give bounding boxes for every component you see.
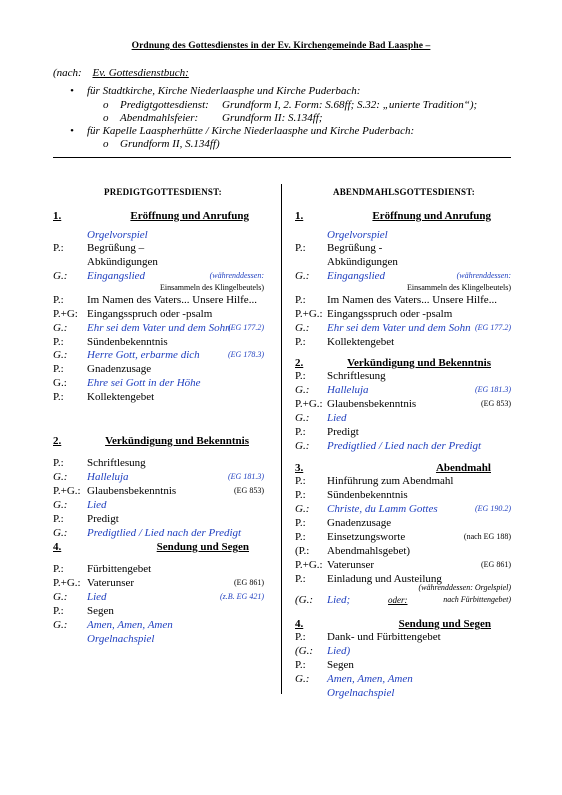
- speaker-label: P.:: [53, 336, 64, 348]
- item-text: Eingangsspruch oder -psalm: [327, 308, 453, 320]
- item-text: Kollektengebet: [87, 391, 155, 403]
- speaker-label: G.:: [295, 412, 310, 424]
- speaker-label: P.:: [53, 294, 64, 306]
- item-text: Orgelvorspiel: [327, 229, 388, 241]
- section-title: Sendung und Segen: [156, 541, 249, 553]
- left-list-item: [53, 293, 264, 307]
- speaker-label: G.:: [295, 270, 310, 282]
- left-list-item: [53, 484, 264, 498]
- left-list-item: [53, 241, 264, 255]
- item-text: Gnadenzusage: [327, 517, 392, 529]
- bullet-text: für Stadtkirche, Kirche Niederlaasphe und Kirche Puderbach:: [87, 85, 361, 97]
- item-text: Abendmahlsgebet): [327, 545, 411, 557]
- item-note: (EG 181.3): [228, 472, 264, 481]
- speaker-label: P.+G.:: [295, 559, 323, 571]
- item-text: Schriftlesung: [327, 370, 386, 382]
- speaker-label: P.:: [295, 531, 306, 543]
- left-list-item: [53, 470, 264, 484]
- left-list-item: [53, 498, 264, 512]
- item-text: Ehr sei dem Vater und dem Sohn: [87, 322, 231, 334]
- item-note-continued: (währenddessen: Orgelspiel): [418, 583, 511, 592]
- item-note: (nach EG 188): [463, 532, 511, 541]
- item-text: Schriftlesung: [87, 457, 146, 469]
- item-note: (z.B. EG 421): [220, 592, 264, 601]
- speaker-label: P.:: [295, 659, 306, 671]
- item-text: Einsetzungsworte: [327, 531, 406, 543]
- item-text: Begrüßung -: [327, 242, 383, 254]
- bullet-dot-icon: •: [70, 85, 74, 97]
- item-note: (EG 177.2): [475, 323, 511, 332]
- intro-prefix: (nach:: [53, 67, 82, 79]
- left-section-1-heading: 1. Eröffnung und Anrufung: [53, 210, 249, 222]
- item-text: Abkündigungen: [87, 256, 158, 268]
- right-list-item: [295, 658, 511, 672]
- speaker-label: P.+G:: [53, 308, 78, 320]
- speaker-label: G.:: [295, 322, 310, 334]
- speaker-label: P.+G.:: [53, 485, 81, 497]
- left-list-item: [53, 376, 264, 390]
- speaker-label: G.:: [53, 471, 68, 483]
- right-list-item: [295, 544, 511, 558]
- item-text: Predigtlied / Lied nach der Predigt: [327, 440, 482, 452]
- speaker-label: P.:: [53, 391, 64, 403]
- item-text: Abkündigungen: [327, 256, 398, 268]
- right-list-item: [295, 530, 511, 544]
- item-text: oder:: [388, 595, 408, 605]
- section-title: Verkündigung und Bekenntnis: [105, 435, 249, 447]
- speaker-label: P.:: [53, 457, 64, 469]
- section-number: 2.: [53, 435, 62, 447]
- section-number: 3.: [295, 462, 304, 474]
- item-note: (währenddessen:: [456, 271, 511, 280]
- left-list-item: [53, 228, 264, 242]
- speaker-label: P.:: [295, 242, 306, 254]
- speaker-label: P.:: [295, 573, 306, 585]
- right-list-item: [295, 516, 511, 530]
- speaker-label: P.:: [295, 426, 306, 438]
- column-divider: [281, 184, 282, 694]
- section-number: 2.: [295, 357, 304, 369]
- item-note: (EG 861): [481, 560, 511, 569]
- intro-line: [53, 67, 189, 79]
- item-note: (währenddessen:: [209, 271, 264, 280]
- speaker-label: P.:: [295, 370, 306, 382]
- speaker-label: P.:: [53, 563, 64, 575]
- left-list-item: [53, 362, 264, 376]
- right-list-item: [295, 439, 511, 453]
- left-section-heading: [53, 541, 249, 554]
- right-list-item: [295, 335, 511, 349]
- right-list-item: [295, 425, 511, 439]
- item-text: Christe, du Lamm Gottes: [327, 503, 438, 515]
- section-title: Abendmahl: [435, 462, 491, 474]
- right-list-item: [295, 397, 511, 411]
- sub-label: Grundform II, S.134ff): [120, 138, 220, 150]
- section-title: Verkündigung und Bekenntnis: [347, 357, 491, 369]
- left-list-item: [53, 255, 264, 269]
- item-text: Halleluja: [87, 471, 129, 483]
- left-list-item: [53, 562, 264, 576]
- left-list-item: [53, 604, 264, 618]
- item-text: Lied): [327, 645, 351, 657]
- speaker-label: P.:: [295, 631, 306, 643]
- right-list-item: [295, 644, 511, 658]
- right-list-item: [295, 474, 511, 488]
- speaker-label: G.:: [53, 270, 68, 282]
- speaker-label: P.+G.:: [53, 577, 81, 589]
- speaker-label: G.:: [53, 619, 68, 631]
- item-text: Ehre sei Gott in der Höhe: [87, 377, 201, 389]
- left-list-item: [53, 390, 264, 404]
- horizontal-divider: [53, 157, 511, 158]
- item-text: Glaubensbekenntnis: [87, 485, 177, 497]
- speaker-label: G.:: [295, 384, 310, 396]
- speaker-label: G.:: [53, 527, 68, 539]
- speaker-label: P.:: [295, 294, 306, 306]
- item-note: (EG 861): [234, 578, 264, 587]
- left-list-item: [53, 618, 264, 632]
- right-column-heading: ABENDMAHLSGOTTESDIENST:: [333, 187, 475, 197]
- speaker-label: (G.:: [295, 645, 314, 657]
- speaker-label: G.:: [53, 349, 68, 361]
- item-text: Predigt: [87, 513, 119, 525]
- item-text: Orgelnachspiel: [327, 687, 395, 699]
- item-text: Sündenbekenntnis: [327, 489, 408, 501]
- item-text: Herre Gott, erbarme dich: [87, 349, 200, 361]
- speaker-label: P.:: [53, 242, 64, 254]
- speaker-label: G.:: [53, 377, 67, 389]
- item-text: Eingangsspruch oder -psalm: [87, 308, 213, 320]
- item-note-continued: Einsammeln des Klingelbeutels): [407, 283, 511, 292]
- speaker-label: G.:: [53, 499, 68, 511]
- right-list-item: [295, 686, 511, 700]
- item-text: Vaterunser: [87, 577, 135, 589]
- right-list-item: [295, 558, 511, 572]
- speaker-label: P.:: [295, 489, 306, 501]
- speaker-label: P.:: [53, 513, 64, 525]
- item-text: Lied;: [327, 594, 351, 606]
- left-list-item: [53, 512, 264, 526]
- left-list-item: [53, 335, 264, 349]
- item-note: (EG 853): [481, 399, 511, 408]
- item-text: Segen: [87, 605, 114, 617]
- item-note: (EG 853): [234, 486, 264, 495]
- page-title: Ordnung des Gottesdienstes in der Ev. Kirchengemeinde Bad Laasphe –: [131, 41, 431, 51]
- speaker-label: P.:: [295, 517, 306, 529]
- right-list-item: [295, 383, 511, 397]
- item-text: Hinführung zum Abendmahl: [327, 475, 454, 487]
- speaker-label: P.+G.:: [295, 398, 323, 410]
- right-list-item: [295, 321, 511, 335]
- item-text: Predigtlied / Lied nach der Predigt: [87, 527, 242, 539]
- right-list-item: [295, 411, 511, 425]
- item-text: Eingangslied: [327, 270, 386, 282]
- left-list-item: [53, 456, 264, 470]
- right-list-item: [295, 228, 511, 242]
- left-list-item: [53, 269, 264, 283]
- right-list-item: [295, 369, 511, 383]
- speaker-label: G.:: [295, 440, 310, 452]
- right-list-item: [295, 307, 511, 321]
- left-section-heading: [53, 435, 249, 448]
- speaker-label: G.:: [295, 673, 310, 685]
- right-section-heading: [295, 357, 491, 370]
- left-column-heading: PREDIGTGOTTESDIENST:: [104, 187, 222, 197]
- item-text: Gnadenzusage: [87, 363, 152, 375]
- speaker-label: G.:: [53, 322, 68, 334]
- section-number: 4.: [53, 541, 62, 553]
- bullet-dot-icon: •: [70, 125, 74, 137]
- item-text: Glaubensbekenntnis: [327, 398, 417, 410]
- item-text: Sündenbekenntnis: [87, 336, 168, 348]
- sub-label: Abendmahlsfeier:: [120, 112, 199, 124]
- item-text: Amen, Amen, Amen: [327, 673, 413, 685]
- right-list-item: [295, 255, 511, 269]
- left-list-item: [53, 590, 264, 604]
- sub-value: Grundform II: S.134ff;: [222, 112, 323, 124]
- speaker-label: P.:: [295, 336, 306, 348]
- right-list-item: [295, 502, 511, 516]
- right-list-item: [295, 293, 511, 307]
- item-text: Im Namen des Vaters... Unsere Hilfe...: [327, 294, 497, 306]
- circle-bullet-icon: o: [103, 138, 109, 150]
- item-text: Halleluja: [327, 384, 369, 396]
- item-text: Lied: [87, 591, 107, 603]
- left-list-item: [53, 576, 264, 590]
- right-list-item: [295, 269, 511, 283]
- item-text: Ehr sei dem Vater und dem Sohn: [327, 322, 471, 334]
- left-list-item: [53, 307, 264, 321]
- item-text: Predigt: [327, 426, 359, 438]
- right-section-heading: [295, 462, 491, 475]
- item-text: Eingangslied: [87, 270, 146, 282]
- speaker-label: (G.:: [295, 594, 314, 606]
- left-list-item: [53, 632, 264, 646]
- speaker-label: G.:: [53, 591, 68, 603]
- left-list-item: [53, 526, 264, 540]
- item-text: Orgelnachspiel: [87, 633, 155, 645]
- left-list-item: [53, 348, 264, 362]
- speaker-label: P.+G.:: [295, 308, 323, 320]
- item-text: Begrüßung –: [87, 242, 145, 254]
- right-list-item: [295, 241, 511, 255]
- item-note: (EG 190.2): [475, 504, 511, 513]
- item-note: (EG 178.3): [228, 350, 264, 359]
- item-note: (EG 177.2): [228, 323, 264, 332]
- sub-label: Predigtgottesdienst:: [120, 99, 209, 111]
- sub-value: Grundform I, 2. Form: S.68ff; S.32: „unierte Tradition“);: [222, 99, 478, 111]
- item-text: Kollektengebet: [327, 336, 395, 348]
- section-title: Sendung und Segen: [398, 618, 491, 630]
- item-text: Lied: [327, 412, 347, 424]
- item-note: nach Fürbittengebet): [443, 595, 511, 604]
- item-note: (EG 181.3): [475, 385, 511, 394]
- left-list-item: [53, 321, 264, 335]
- speaker-label: P.:: [53, 605, 64, 617]
- item-text: Vaterunser: [327, 559, 375, 571]
- right-section-1-heading: 1. Eröffnung und Anrufung: [295, 210, 491, 222]
- item-text: Segen: [327, 659, 354, 671]
- speaker-label: G.:: [295, 503, 310, 515]
- bullet-text: für Kapelle Laaspherhütte / Kirche Niederlaasphe und Kirche Puderbach:: [87, 125, 415, 137]
- right-section-heading: [295, 618, 491, 631]
- circle-bullet-icon: o: [103, 112, 109, 124]
- item-text: Im Namen des Vaters... Unsere Hilfe...: [87, 294, 257, 306]
- section-number: 4.: [295, 618, 304, 630]
- item-text: Dank- und Fürbittengebet: [327, 631, 441, 643]
- circle-bullet-icon: o: [103, 99, 109, 111]
- item-text: Amen, Amen, Amen: [87, 619, 173, 631]
- speaker-label: P.:: [295, 475, 306, 487]
- intro-source: Ev. Gottesdienstbuch:: [92, 67, 189, 79]
- item-note-continued: Einsammeln des Klingelbeutels): [160, 283, 264, 292]
- speaker-label: P.:: [53, 363, 64, 375]
- right-list-item: [295, 630, 511, 644]
- item-text: Orgelvorspiel: [87, 229, 148, 241]
- item-text: Einladung und Austeilung: [327, 573, 442, 585]
- item-text: Fürbittengebet: [87, 563, 152, 575]
- right-list-item: [295, 488, 511, 502]
- speaker-label: (P.:: [295, 545, 310, 557]
- right-list-item: [295, 672, 511, 686]
- item-text: Lied: [87, 499, 107, 511]
